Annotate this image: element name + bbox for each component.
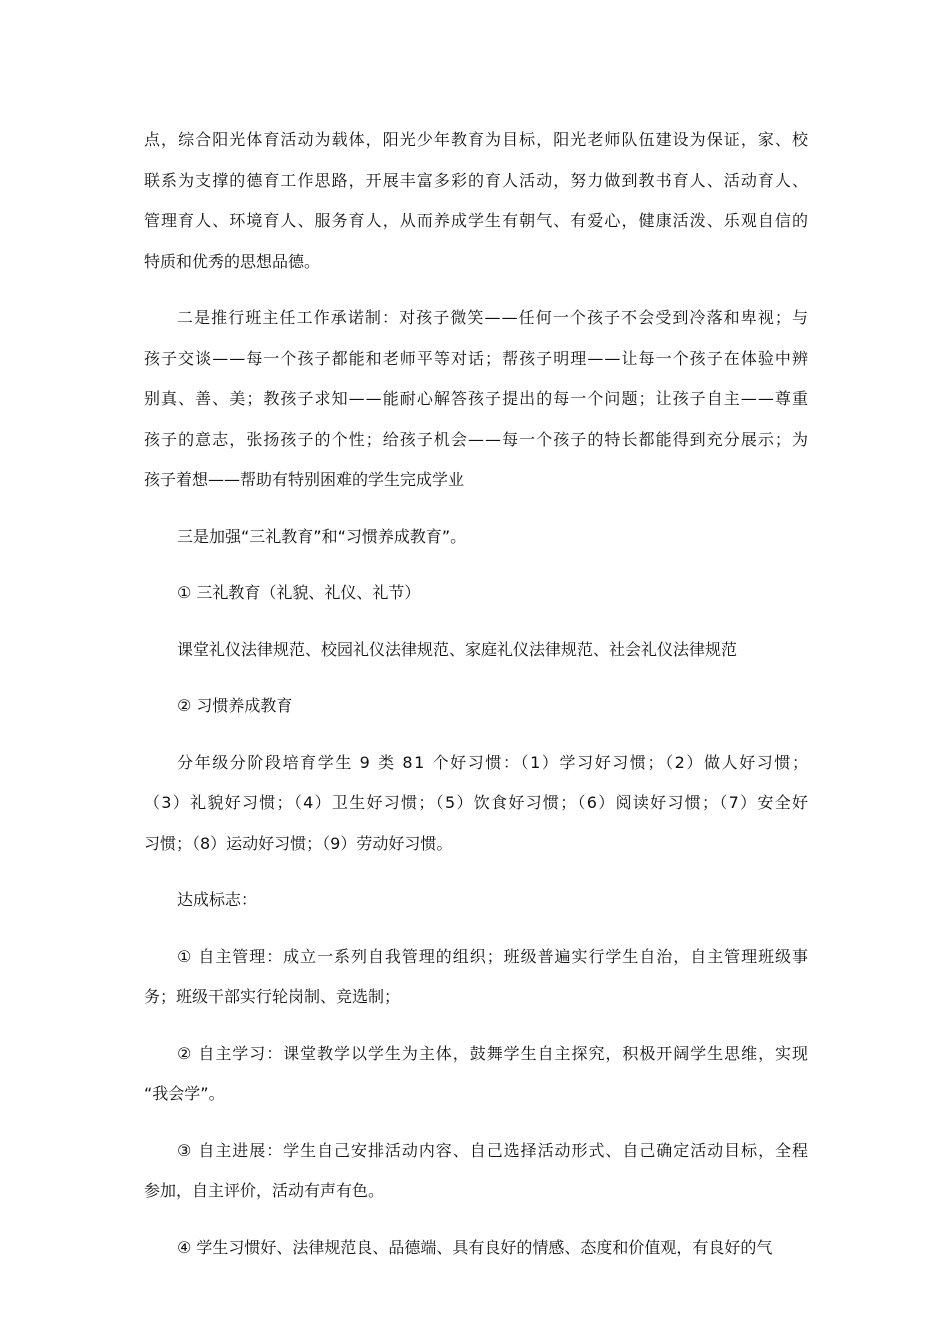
paragraph	[144, 517, 808, 558]
paragraph	[144, 1131, 808, 1212]
paragraph	[144, 937, 808, 1018]
text-line: 孩子着想——帮助有特别困难的学生完成学业	[144, 470, 465, 489]
text-line: 参加，自主评价，活动有声有色。	[144, 1181, 385, 1200]
paragraph	[144, 686, 808, 727]
text-line: ① 三礼教育（礼貌、礼仪、礼节）	[177, 583, 421, 602]
paragraph	[144, 1228, 808, 1269]
text-line: 联系为支撑的德育工作思路，开展丰富多彩的育人活动，努力做到教书育人、活动育人、	[144, 170, 810, 190]
text-line: ③ 自主进展：学生自己安排活动内容、自己选择活动形式、自己确定活动目标，全程	[177, 1140, 809, 1160]
paragraph	[144, 630, 808, 671]
document-body	[144, 120, 808, 1284]
paragraph	[144, 743, 808, 865]
text-line: 三是加强“三礼教育”和“习惯养成教育”。	[177, 526, 467, 546]
text-line: 达成标志：	[177, 890, 258, 909]
text-line: 别真、善、美；教孩子求知——能耐心解答孩子提出的每一个问题；让孩子自主——尊重	[144, 389, 810, 408]
text-line: “我会学”。	[144, 1084, 225, 1103]
text-line: 二是推行班主任工作承诺制：对孩子微笑——任何一个孩子不会受到冷落和卑视；与	[177, 308, 810, 327]
paragraph	[144, 298, 808, 501]
paragraph	[144, 120, 808, 282]
text-line: ② 习惯养成教育	[177, 696, 293, 715]
text-line: 孩子的意志，张扬孩子的个性；给孩子机会——每一个孩子的特长都能得到充分展示；为	[144, 429, 810, 449]
text-line: 特质和优秀的思想品德。	[144, 251, 321, 271]
text-line: 点，综合阳光体育活动为载体，阳光少年教育为目标，阳光老师队伍建设为保证，家、校	[144, 130, 810, 149]
text-line: ② 自主学习：课堂教学以学生为主体，鼓舞学生自主探究，积极开阔学生思维，实现	[177, 1043, 809, 1063]
text-line: 课堂礼仪法律规范、校园礼仪法律规范、家庭礼仪法律规范、社会礼仪法律规范	[177, 639, 738, 659]
paragraph	[144, 880, 808, 921]
text-line: 孩子交谈——每一个孩子都能和老师平等对话；帮孩子明理——让每一个孩子在体验中辨	[144, 348, 810, 368]
text-line: 分年级分阶段培育学生 9 类 81 个好习惯：（1）学习好习惯；（2）做人好习惯；	[177, 752, 810, 772]
text-line: 管理育人、环境育人、服务育人，从而养成学生有朝气、有爱心，健康活泼、乐观自信的	[144, 211, 810, 230]
text-line: 务；班级干部实行轮岗制、竞选制；	[144, 987, 401, 1006]
text-line: （3）礼貌好习惯；（4）卫生好习惯；（5）饮食好习惯；（6）阅读好习惯；（7）安全好	[144, 793, 810, 812]
text-line: ① 自主管理：成立一系列自我管理的组织；班级普遍实行学生自治，自主管理班级事	[177, 946, 809, 966]
paragraph	[144, 1034, 808, 1115]
text-line: ④ 学生习惯好、法律规范良、品德端、具有良好的情感、态度和价值观，有良好的气	[177, 1237, 773, 1257]
paragraph	[144, 573, 808, 614]
text-line: 习惯；（8）运动好习惯；（9）劳动好习惯。	[144, 833, 453, 853]
